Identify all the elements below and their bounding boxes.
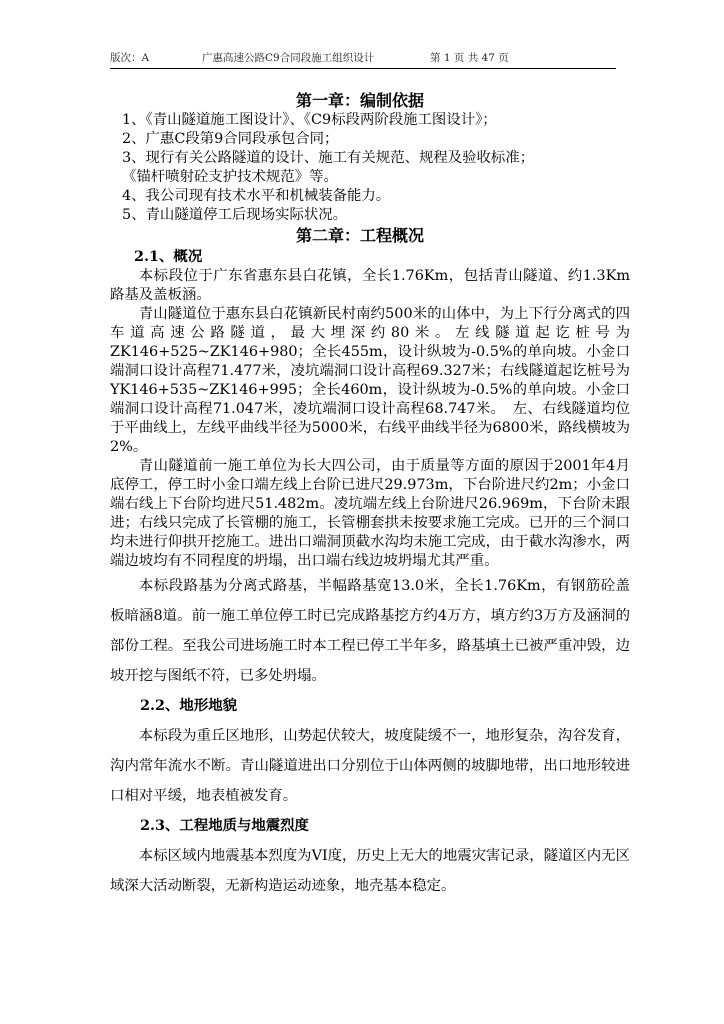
section-2-2-title: 2.2、地形地貌	[140, 697, 237, 714]
reference-item: 1、《青山隧道施工图设计》、《C9标段两阶段施工图设计》；	[122, 112, 497, 128]
paragraph: 本标区域内地震基本烈度为VI度，历史上无大的地震灾害记录，隧道区内无区域深大活动断裂，无新构造运动迹象，地壳基本稳定。	[110, 848, 630, 894]
paragraph: 青山隧道位于惠东县白花镇新民村南约500米的山体中，为上下行分离式的四车道高速公路隧道，最大埋深约80米。左线隧道起讫桩号为ZK146+525~ZK146+980；全长455m，设计纵坡为-0.5%的单向坡。小金口端洞口设计高程71.477米，凌坑端洞口设计高程69.327米；右线隧道起讫桩号为YK146+535~ZK146+995；全长460m，设计纵坡为-0.5%的单向坡。小金口端洞口设计高程71.047米，凌坑端洞口设计高程68.747米。 左、右线隧道均位于平曲线上，左线平曲线半径为5000米，右线平曲线半径为6800米，路线横坡为2%。	[110, 306, 630, 455]
header-page-info: 第 1 页 共 47 页	[430, 52, 509, 64]
paragraph: 本标段路基为分离式路基，半幅路基宽13.0米，全长1.76Km，有钢筋砼盖板暗涵8道。前一施工单位停工时已完成路基挖方约4万方，填方约3万方及涵洞的部份工程。至我公司进场施工时本工程已停工半年多，路基填土已被严重冲毁，边坡开挖与图纸不符，已多处坍塌。	[110, 578, 630, 684]
section-2-1-title: 2.1、概况	[134, 248, 203, 265]
reference-item: 4、我公司现有技术水平和机械装备能力。	[122, 188, 391, 204]
reference-item: 3、现行有关公路隧道的设计、施工有关规范、规程及验收标准；	[122, 150, 535, 166]
reference-item: 《锚杆喷射砼支护技术规范》等。	[122, 169, 338, 185]
header-version: 版次：A	[110, 52, 150, 64]
section-2-3-title: 2.3、工程地质与地震烈度	[140, 817, 309, 834]
header-doc-title: 广惠高速公路C9合同段施工组织设计	[202, 52, 375, 64]
chapter-1-title: 第一章：编制依据	[295, 91, 424, 110]
paragraph: 青山隧道前一施工单位为长大四公司，由于质量等方面的原因于2001年4月底停工，停工时小金口端左线上台阶已进尺29.973m，下台阶进尺约2m；小金口端右线上下台阶均进尺51.482m。凌坑端左线上台阶进尺26.969m，下台阶未跟进；右线只完成了长管棚的施工，长管棚套拱未按要求施工完成。已开的三个洞口均未进行仰拱开挖施工。进出口端洞顶截水沟均未施工完成，由于截水沟渗水，两端边坡均有不同程度的坍塌，出口端右线边坡坍塌尤其严重。	[110, 458, 630, 569]
paragraph: 本标段位于广东省惠东县白花镇，全长1.76Km，包括青山隧道、约1.3Km路基及盖板涵。	[110, 268, 630, 303]
paragraph: 本标段为重丘区地形，山势起伏较大，坡度陡缓不一，地形复杂，沟谷发育，沟内常年流水不断。青山隧道进出口分别位于山体两侧的坡脚地带，出口地形较进口相对平缓，地表植被发育。	[110, 728, 630, 804]
reference-item: 5、青山隧道停工后现场实际状况。	[122, 207, 348, 223]
reference-item: 2、广惠C段第9合同段承包合同；	[122, 131, 339, 147]
chapter-2-title: 第二章：工程概况	[295, 226, 424, 245]
document-body	[110, 90, 630, 901]
page-header	[110, 48, 616, 69]
